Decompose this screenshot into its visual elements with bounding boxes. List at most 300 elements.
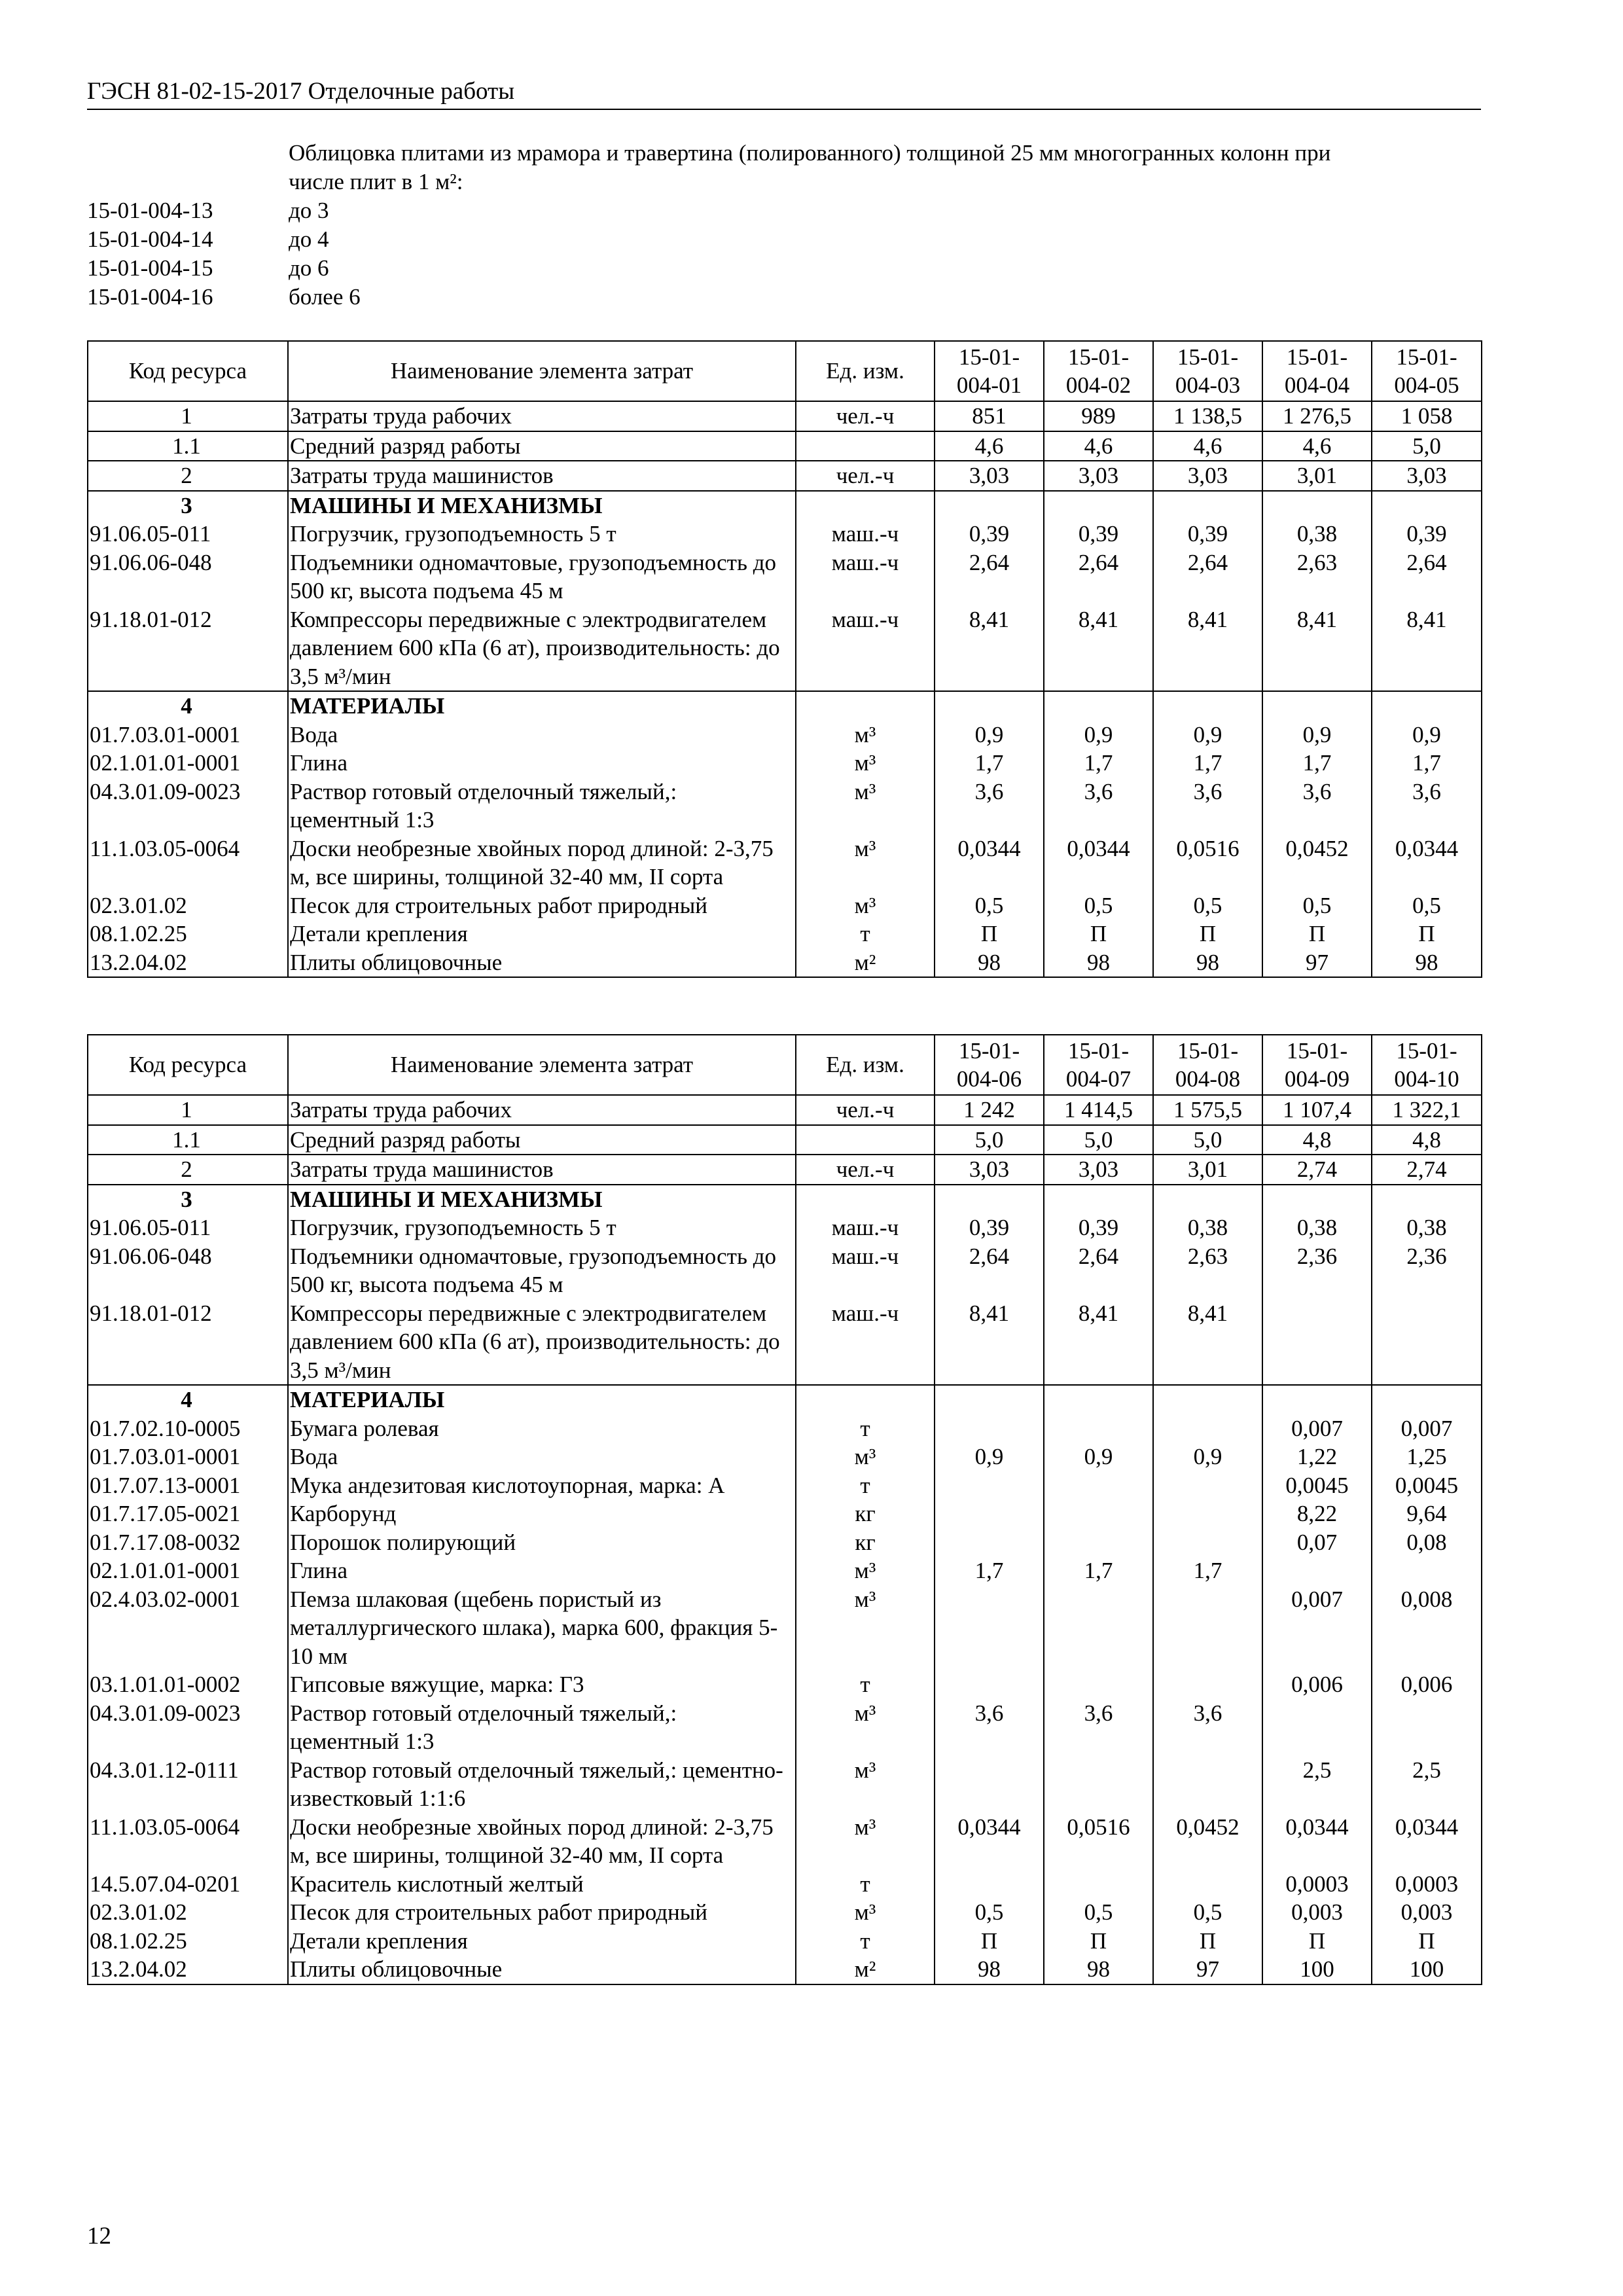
norm-value: 0,5 bbox=[1044, 891, 1153, 920]
norm-value: 3,6 bbox=[935, 778, 1044, 834]
table-row bbox=[88, 691, 1482, 721]
resource-name: Карборунд bbox=[288, 1499, 796, 1528]
resource-code: 02.4.03.02-0001 bbox=[88, 1585, 288, 1671]
norm-value: 3,03 bbox=[935, 1155, 1044, 1185]
resource-name: Компрессоры передвижные с электродвигателем давлением 600 кПа (6 ат), производительность: до 3,5 м³/мин bbox=[288, 1299, 796, 1386]
resource-code: 04.3.01.09-0023 bbox=[88, 1699, 288, 1756]
unit: маш.-ч bbox=[796, 1213, 935, 1242]
resource-code: 91.18.01-012 bbox=[88, 1299, 288, 1386]
norm-value bbox=[935, 1528, 1044, 1557]
norm-value: 0,0344 bbox=[1044, 834, 1153, 891]
resource-name: Средний разряд работы bbox=[288, 431, 796, 461]
norm-value: 8,41 bbox=[1044, 605, 1153, 692]
norm-value bbox=[1153, 1414, 1262, 1443]
norm-value: 0,0003 bbox=[1262, 1870, 1372, 1899]
norm-value bbox=[1372, 1699, 1482, 1756]
unit bbox=[796, 1185, 935, 1214]
unit: м³ bbox=[796, 1699, 935, 1756]
resource-name: Погрузчик, грузоподъемность 5 т bbox=[288, 520, 796, 548]
norm-value: П bbox=[1262, 920, 1372, 948]
variant-label: более 6 bbox=[289, 284, 361, 310]
unit: чел.-ч bbox=[796, 1155, 935, 1185]
norm-value: 1 138,5 bbox=[1153, 401, 1262, 431]
table-row bbox=[88, 1955, 1482, 1984]
norm-value: П bbox=[1372, 920, 1482, 948]
resource-code: 01.7.03.01-0001 bbox=[88, 1443, 288, 1471]
table-row bbox=[88, 1528, 1482, 1557]
norm-value bbox=[1044, 1185, 1153, 1214]
table-row bbox=[88, 1813, 1482, 1870]
variant-code: 15-01-004-13 bbox=[87, 198, 213, 223]
variant-code: 15-01-004-16 bbox=[87, 284, 213, 310]
table-row bbox=[88, 1185, 1482, 1214]
norm-value: 2,64 bbox=[935, 1242, 1044, 1299]
norm-value: 0,9 bbox=[1044, 721, 1153, 749]
norm-value: 0,5 bbox=[935, 1898, 1044, 1927]
resource-code: 91.06.05-011 bbox=[88, 1213, 288, 1242]
resource-code: 2 bbox=[88, 461, 288, 491]
norm-value: 2,74 bbox=[1372, 1155, 1482, 1185]
table-row bbox=[88, 1699, 1482, 1756]
norm-value: П bbox=[1153, 1927, 1262, 1956]
norm-value: 0,39 bbox=[1044, 520, 1153, 548]
norm-value: 0,008 bbox=[1372, 1585, 1482, 1671]
norm-value: 0,007 bbox=[1372, 1414, 1482, 1443]
norm-value: 0,0452 bbox=[1153, 1813, 1262, 1870]
resource-code: 11.1.03.05-0064 bbox=[88, 1813, 288, 1870]
norm-value: 0,39 bbox=[1044, 1213, 1153, 1242]
norm-value: 8,22 bbox=[1262, 1499, 1372, 1528]
norm-value: 0,5 bbox=[1372, 891, 1482, 920]
resource-name: МАШИНЫ И МЕХАНИЗМЫ bbox=[288, 1185, 796, 1214]
norm-value: 0,39 bbox=[1153, 520, 1262, 548]
resource-code: 08.1.02.25 bbox=[88, 1927, 288, 1956]
unit: м³ bbox=[796, 1898, 935, 1927]
table-row bbox=[88, 749, 1482, 778]
norm-value: 1 575,5 bbox=[1153, 1095, 1262, 1125]
norm-value: 1 242 bbox=[935, 1095, 1044, 1125]
norm-value bbox=[935, 1870, 1044, 1899]
norm-value bbox=[935, 1414, 1044, 1443]
norm-value bbox=[1044, 491, 1153, 520]
norm-value bbox=[935, 1499, 1044, 1528]
norm-value: 2,74 bbox=[1262, 1155, 1372, 1185]
norm-value: П bbox=[1372, 1927, 1482, 1956]
unit: м² bbox=[796, 948, 935, 978]
unit: т bbox=[796, 920, 935, 948]
norm-value: 0,007 bbox=[1262, 1585, 1372, 1671]
norm-value: 4,6 bbox=[1262, 431, 1372, 461]
unit: т bbox=[796, 1670, 935, 1699]
norm-value: 1,22 bbox=[1262, 1443, 1372, 1471]
table-row bbox=[88, 491, 1482, 520]
norm-value: 98 bbox=[935, 1955, 1044, 1984]
table-row bbox=[88, 778, 1482, 834]
norm-value: 8,41 bbox=[935, 1299, 1044, 1386]
norm-value: 2,64 bbox=[1044, 548, 1153, 605]
table-row bbox=[88, 1499, 1482, 1528]
resource-name: Глина bbox=[288, 1556, 796, 1585]
unit: м³ bbox=[796, 891, 935, 920]
norm-value: 0,5 bbox=[935, 891, 1044, 920]
norm-value bbox=[1044, 1670, 1153, 1699]
table-row bbox=[88, 520, 1482, 548]
norm-value bbox=[1044, 691, 1153, 721]
norm-value: 0,9 bbox=[1153, 1443, 1262, 1471]
norm-value bbox=[1372, 1385, 1482, 1414]
variant-label: до 6 bbox=[289, 255, 329, 281]
norm-value: 1,7 bbox=[1153, 749, 1262, 778]
resource-code: 03.1.01.01-0002 bbox=[88, 1670, 288, 1699]
unit: маш.-ч bbox=[796, 548, 935, 605]
unit: м² bbox=[796, 1955, 935, 1984]
norm-value bbox=[935, 491, 1044, 520]
norm-value: 4,6 bbox=[1044, 431, 1153, 461]
norm-value bbox=[1372, 691, 1482, 721]
norm-value: 8,41 bbox=[1262, 605, 1372, 692]
variant-item bbox=[87, 196, 1481, 225]
col-header-name: Наименование элемента затрат bbox=[288, 1035, 796, 1095]
resource-name: Средний разряд работы bbox=[288, 1125, 796, 1155]
resource-name: Доски необрезные хвойных пород длиной: 2-3,75 м, все ширины, толщиной 32-40 мм, II сорта bbox=[288, 1813, 796, 1870]
norm-value: 5,0 bbox=[1372, 431, 1482, 461]
norm-value: 0,0045 bbox=[1262, 1471, 1372, 1500]
norm-value: 0,006 bbox=[1262, 1670, 1372, 1699]
norm-value bbox=[935, 1585, 1044, 1671]
table-row bbox=[88, 721, 1482, 749]
norm-value: 8,41 bbox=[1372, 605, 1482, 692]
norm-value: П bbox=[1044, 920, 1153, 948]
norm-value: 98 bbox=[1044, 1955, 1153, 1984]
unit: м³ bbox=[796, 1585, 935, 1671]
resource-code: 02.1.01.01-0001 bbox=[88, 749, 288, 778]
resource-name: Затраты труда машинистов bbox=[288, 461, 796, 491]
norm-value: 1,7 bbox=[935, 749, 1044, 778]
resource-name: Детали крепления bbox=[288, 920, 796, 948]
norm-value: 0,5 bbox=[1153, 891, 1262, 920]
header-title: ГЭСН 81-02-15-2017 Отделочные работы bbox=[87, 78, 515, 105]
norm-value: 0,006 bbox=[1372, 1670, 1482, 1699]
unit: т bbox=[796, 1870, 935, 1899]
unit: маш.-ч bbox=[796, 1299, 935, 1386]
norm-value: 2,36 bbox=[1372, 1242, 1482, 1299]
norm-value bbox=[935, 1385, 1044, 1414]
section-title bbox=[289, 139, 1480, 196]
norm-value: 2,63 bbox=[1153, 1242, 1262, 1299]
unit bbox=[796, 431, 935, 461]
variant-label: до 3 bbox=[289, 198, 329, 223]
norm-value bbox=[1372, 1299, 1482, 1386]
resource-name: Гипсовые вяжущие, марка: Г3 bbox=[288, 1670, 796, 1699]
table-row bbox=[88, 920, 1482, 948]
resource-code: 02.3.01.02 bbox=[88, 891, 288, 920]
norm-value bbox=[1153, 1528, 1262, 1557]
unit: м³ bbox=[796, 749, 935, 778]
norm-value: 1 276,5 bbox=[1262, 401, 1372, 431]
table-row bbox=[88, 1299, 1482, 1386]
norm-value: 0,0516 bbox=[1044, 1813, 1153, 1870]
resource-name: Затраты труда рабочих bbox=[288, 1095, 796, 1125]
table-row bbox=[88, 1213, 1482, 1242]
resource-code: 1.1 bbox=[88, 1125, 288, 1155]
resource-name: Подъемники одномачтовые, грузоподъемность до 500 кг, высота подъема 45 м bbox=[288, 1242, 796, 1299]
resource-code: 91.18.01-012 bbox=[88, 605, 288, 692]
col-header-norm-4: 15-01- 004-09 bbox=[1262, 1035, 1372, 1095]
resource-code: 01.7.17.08-0032 bbox=[88, 1528, 288, 1557]
resource-name: Детали крепления bbox=[288, 1927, 796, 1956]
norm-value bbox=[1153, 1185, 1262, 1214]
norm-value bbox=[1153, 1670, 1262, 1699]
resource-code: 01.7.03.01-0001 bbox=[88, 721, 288, 749]
norm-value bbox=[1044, 1756, 1153, 1813]
resource-name: Порошок полирующий bbox=[288, 1528, 796, 1557]
norm-value bbox=[1044, 1414, 1153, 1443]
col-header-unit: Ед. изм. bbox=[796, 1035, 935, 1095]
table-row bbox=[88, 834, 1482, 891]
resource-code: 3 bbox=[88, 491, 288, 520]
norm-value: 3,6 bbox=[1044, 778, 1153, 834]
table-row bbox=[88, 401, 1482, 431]
table-row bbox=[88, 1556, 1482, 1585]
norm-value: 0,08 bbox=[1372, 1528, 1482, 1557]
resource-name: Краситель кислотный желтый bbox=[288, 1870, 796, 1899]
norm-value: 0,9 bbox=[935, 721, 1044, 749]
col-header-unit: Ед. изм. bbox=[796, 341, 935, 401]
table-row bbox=[88, 1125, 1482, 1155]
norm-value bbox=[1044, 1585, 1153, 1671]
resource-name: Раствор готовый отделочный тяжелый,: цементно-известковый 1:1:6 bbox=[288, 1756, 796, 1813]
section-title-line2: числе плит в 1 м²: bbox=[289, 169, 463, 194]
norm-value: 97 bbox=[1262, 948, 1372, 978]
resource-name: Бумага ролевая bbox=[288, 1414, 796, 1443]
unit: маш.-ч bbox=[796, 1242, 935, 1299]
norm-value bbox=[1153, 1385, 1262, 1414]
resource-code: 1 bbox=[88, 1095, 288, 1125]
page-number: 12 bbox=[87, 2223, 111, 2250]
norm-value: 3,01 bbox=[1262, 461, 1372, 491]
norm-value: 851 bbox=[935, 401, 1044, 431]
resource-name: МАШИНЫ И МЕХАНИЗМЫ bbox=[288, 491, 796, 520]
col-header-norm-1: 15-01- 004-01 bbox=[935, 341, 1044, 401]
resource-name: Вода bbox=[288, 1443, 796, 1471]
table-row bbox=[88, 1155, 1482, 1185]
unit: м³ bbox=[796, 778, 935, 834]
resource-name: МАТЕРИАЛЫ bbox=[288, 691, 796, 721]
resource-code: 13.2.04.02 bbox=[88, 1955, 288, 1984]
norm-value: 8,41 bbox=[1153, 605, 1262, 692]
norm-value: 98 bbox=[935, 948, 1044, 978]
norm-value: 0,5 bbox=[1262, 891, 1372, 920]
norm-value: 0,003 bbox=[1262, 1898, 1372, 1927]
norm-value bbox=[1262, 1185, 1372, 1214]
norm-value bbox=[935, 1185, 1044, 1214]
norm-value bbox=[1153, 1756, 1262, 1813]
norm-value bbox=[1262, 491, 1372, 520]
variant-code: 15-01-004-14 bbox=[87, 226, 213, 252]
variant-list bbox=[87, 196, 1481, 312]
table-row bbox=[88, 1927, 1482, 1956]
norm-value: 2,36 bbox=[1262, 1242, 1372, 1299]
resource-name: Раствор готовый отделочный тяжелый,: цементный 1:3 bbox=[288, 778, 796, 834]
unit: чел.-ч bbox=[796, 461, 935, 491]
col-header-code: Код ресурса bbox=[88, 341, 288, 401]
norm-value: 3,03 bbox=[1044, 461, 1153, 491]
norm-value: 1 322,1 bbox=[1372, 1095, 1482, 1125]
norm-value: 100 bbox=[1372, 1955, 1482, 1984]
norm-value bbox=[1372, 1185, 1482, 1214]
resource-name: Плиты облицовочные bbox=[288, 1955, 796, 1984]
table-row bbox=[88, 1585, 1482, 1671]
norm-value: 3,03 bbox=[1044, 1155, 1153, 1185]
unit: т bbox=[796, 1414, 935, 1443]
norm-value: 0,38 bbox=[1262, 1213, 1372, 1242]
norm-value: 0,39 bbox=[1372, 520, 1482, 548]
table-header-row bbox=[88, 1035, 1482, 1095]
col-header-norm-2: 15-01- 004-02 bbox=[1044, 341, 1153, 401]
variant-label: до 4 bbox=[289, 226, 329, 252]
norm-value: 0,0344 bbox=[1372, 834, 1482, 891]
norms-table-2 bbox=[87, 1034, 1482, 1985]
norm-value bbox=[1044, 1499, 1153, 1528]
norm-value: 4,8 bbox=[1372, 1125, 1482, 1155]
col-header-norm-3: 15-01- 004-03 bbox=[1153, 341, 1262, 401]
norm-value: 98 bbox=[1372, 948, 1482, 978]
norm-value: 0,9 bbox=[1044, 1443, 1153, 1471]
norm-value: 1 414,5 bbox=[1044, 1095, 1153, 1125]
norm-value: 3,6 bbox=[1153, 778, 1262, 834]
norm-value: 100 bbox=[1262, 1955, 1372, 1984]
resource-name: Компрессоры передвижные с электродвигателем давлением 600 кПа (6 ат), производительность: до 3,5 м³/мин bbox=[288, 605, 796, 692]
col-header-norm-5: 15-01- 004-05 bbox=[1372, 341, 1482, 401]
norm-value: 0,9 bbox=[935, 1443, 1044, 1471]
norm-value: 2,5 bbox=[1372, 1756, 1482, 1813]
unit: т bbox=[796, 1471, 935, 1500]
resource-code: 04.3.01.09-0023 bbox=[88, 778, 288, 834]
resource-code: 02.1.01.01-0001 bbox=[88, 1556, 288, 1585]
norm-value bbox=[1153, 1499, 1262, 1528]
table-row bbox=[88, 1242, 1482, 1299]
unit: м³ bbox=[796, 1443, 935, 1471]
norm-value: 0,003 bbox=[1372, 1898, 1482, 1927]
unit: маш.-ч bbox=[796, 605, 935, 692]
page-header bbox=[87, 77, 1481, 110]
norm-value: П bbox=[1153, 920, 1262, 948]
col-header-norm-5: 15-01- 004-10 bbox=[1372, 1035, 1482, 1095]
norm-value bbox=[1044, 1385, 1153, 1414]
norm-value: 2,64 bbox=[1044, 1242, 1153, 1299]
resource-name: Затраты труда машинистов bbox=[288, 1155, 796, 1185]
resource-code: 3 bbox=[88, 1185, 288, 1214]
norm-value: 4,6 bbox=[1153, 431, 1262, 461]
norm-value bbox=[1153, 691, 1262, 721]
resource-name: Песок для строительных работ природный bbox=[288, 1898, 796, 1927]
table-row bbox=[88, 891, 1482, 920]
norm-value: 4,6 bbox=[935, 431, 1044, 461]
norm-value bbox=[1262, 1299, 1372, 1386]
norm-value: 1,25 bbox=[1372, 1443, 1482, 1471]
norm-value: 0,5 bbox=[1153, 1898, 1262, 1927]
variant-item bbox=[87, 254, 1481, 283]
norm-value: 4,8 bbox=[1262, 1125, 1372, 1155]
table-header-row bbox=[88, 341, 1482, 401]
norm-value: 0,0516 bbox=[1153, 834, 1262, 891]
resource-name: Подъемники одномачтовые, грузоподъемность до 500 кг, высота подъема 45 м bbox=[288, 548, 796, 605]
norm-value: 1,7 bbox=[1262, 749, 1372, 778]
norm-value: 3,6 bbox=[1044, 1699, 1153, 1756]
norm-value: 2,64 bbox=[1153, 548, 1262, 605]
norm-value: 3,03 bbox=[1372, 461, 1482, 491]
norm-value: 0,39 bbox=[935, 520, 1044, 548]
unit: чел.-ч bbox=[796, 1095, 935, 1125]
resource-code: 91.06.06-048 bbox=[88, 548, 288, 605]
table-row bbox=[88, 1443, 1482, 1471]
resource-code: 04.3.01.12-0111 bbox=[88, 1756, 288, 1813]
resource-code: 4 bbox=[88, 1385, 288, 1414]
resource-name: Пемза шлаковая (щебень пористый из металлургического шлака), марка 600, фракция 5-10 мм bbox=[288, 1585, 796, 1671]
norm-value: 3,6 bbox=[1372, 778, 1482, 834]
norm-value bbox=[1153, 491, 1262, 520]
norm-value: 8,41 bbox=[935, 605, 1044, 692]
norm-value: 989 bbox=[1044, 401, 1153, 431]
norm-value: 3,6 bbox=[1262, 778, 1372, 834]
norm-value: 0,0344 bbox=[935, 834, 1044, 891]
norm-value bbox=[935, 1471, 1044, 1500]
col-header-code: Код ресурса bbox=[88, 1035, 288, 1095]
table-row bbox=[88, 1095, 1482, 1125]
col-header-name: Наименование элемента затрат bbox=[288, 341, 796, 401]
table-row bbox=[88, 1471, 1482, 1500]
table-row bbox=[88, 461, 1482, 491]
norm-value: 0,38 bbox=[1262, 520, 1372, 548]
norm-value: 8,41 bbox=[1153, 1299, 1262, 1386]
norm-value bbox=[935, 1670, 1044, 1699]
section-title-line1: Облицовка плитами из мрамора и травертина (полированного) толщиной 25 мм многогранных колонн при bbox=[289, 140, 1331, 166]
unit: кг bbox=[796, 1528, 935, 1557]
unit: м³ bbox=[796, 1556, 935, 1585]
norm-value: 2,63 bbox=[1262, 548, 1372, 605]
resource-code: 11.1.03.05-0064 bbox=[88, 834, 288, 891]
resource-name: Доски необрезные хвойных пород длиной: 2-3,75 м, все ширины, толщиной 32-40 мм, II сорта bbox=[288, 834, 796, 891]
norm-value: 98 bbox=[1044, 948, 1153, 978]
norm-value: 98 bbox=[1153, 948, 1262, 978]
unit: м³ bbox=[796, 1756, 935, 1813]
norm-value bbox=[1262, 1699, 1372, 1756]
variant-item bbox=[87, 225, 1481, 254]
norm-value: 3,01 bbox=[1153, 1155, 1262, 1185]
norm-value: 0,0452 bbox=[1262, 834, 1372, 891]
norm-value: 0,07 bbox=[1262, 1528, 1372, 1557]
resource-name: Раствор готовый отделочный тяжелый,: цементный 1:3 bbox=[288, 1699, 796, 1756]
table-row bbox=[88, 1898, 1482, 1927]
norm-value: 0,5 bbox=[1044, 1898, 1153, 1927]
resource-name: Глина bbox=[288, 749, 796, 778]
norm-value: 0,0344 bbox=[935, 1813, 1044, 1870]
norm-value bbox=[1044, 1870, 1153, 1899]
resource-name: МАТЕРИАЛЫ bbox=[288, 1385, 796, 1414]
norm-value: 2,5 bbox=[1262, 1756, 1372, 1813]
unit: м³ bbox=[796, 1813, 935, 1870]
unit: м³ bbox=[796, 834, 935, 891]
resource-name: Песок для строительных работ природный bbox=[288, 891, 796, 920]
norm-value: 5,0 bbox=[935, 1125, 1044, 1155]
resource-name: Плиты облицовочные bbox=[288, 948, 796, 978]
norm-value: П bbox=[935, 1927, 1044, 1956]
table-row bbox=[88, 1414, 1482, 1443]
norm-value: 3,03 bbox=[1153, 461, 1262, 491]
norm-value: 1,7 bbox=[935, 1556, 1044, 1585]
norm-value: 1 107,4 bbox=[1262, 1095, 1372, 1125]
resource-code: 01.7.17.05-0021 bbox=[88, 1499, 288, 1528]
